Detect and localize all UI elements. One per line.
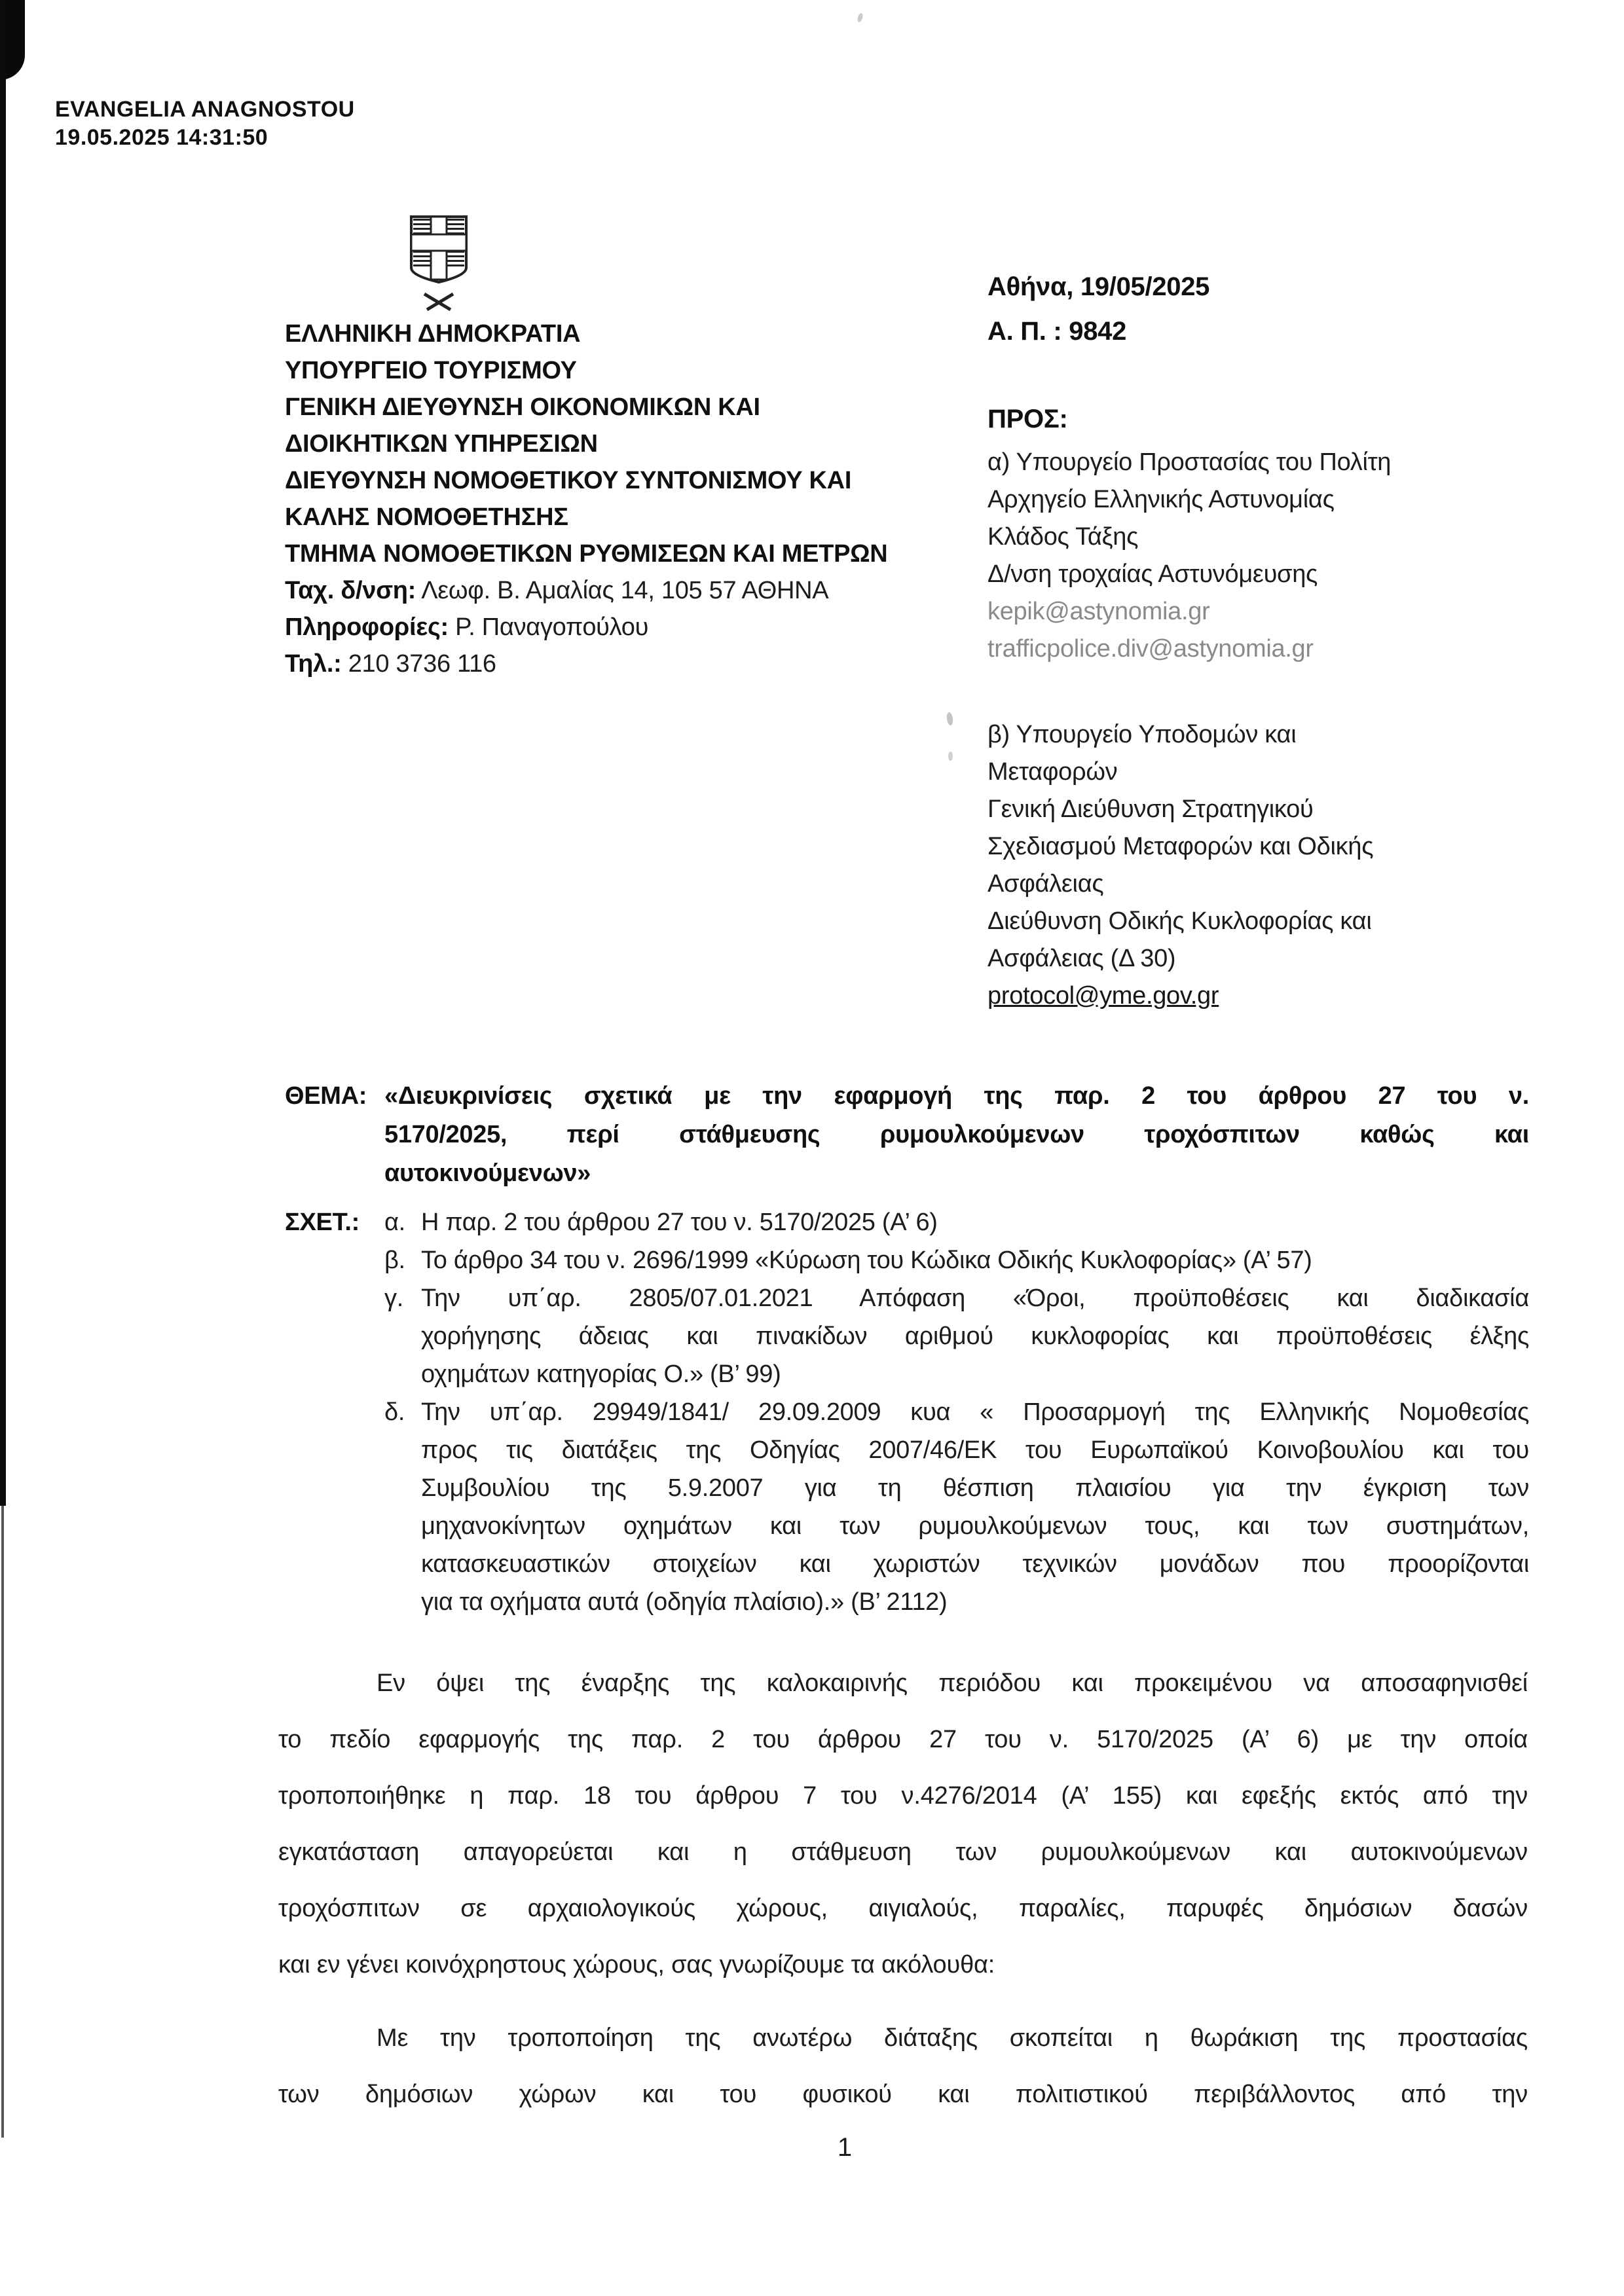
- body-line: Εν όψει της έναρξης της καλοκαιρινής περιόδου και προκειμένου να αποσαφηνισθεί: [377, 1669, 1528, 1697]
- pros-label: ΠΡΟΣ:: [987, 405, 1068, 433]
- postal-address-line: Ταχ. δ/νση: Λεωφ. Β. Αμαλίας 14, 105 57 ΑΘΗΝΑ: [285, 577, 829, 604]
- thema-label: ΘΕΜΑ:: [285, 1082, 367, 1110]
- reference-line: Την υπ΄αρ. 29949/1841/ 29.09.2009 κυα « Προσαρμογή της Ελληνικής Νομοθεσίας: [421, 1398, 1529, 1426]
- reference-item: [384, 1203, 1529, 1241]
- reference-line: Το άρθρο 34 του ν. 2696/1999 «Κύρωση του Κώδικα Οδικής Κυκλοφορίας» (Α’ 57): [421, 1247, 1312, 1274]
- reference-marker: γ.: [384, 1285, 403, 1312]
- recipient-line: Γενική Διεύθυνση Στρατηγικού: [987, 795, 1314, 823]
- reference-marker: β.: [384, 1247, 405, 1274]
- body-line: τροποποιήθηκε η παρ. 18 του άρθρου 7 του ν.4276/2014 (Α’ 155) και εφεξής εκτός από την: [278, 1782, 1528, 1810]
- body-line: τροχόσπιτων σε αρχαιολογικούς χώρους, αιγιαλούς, παραλίες, παρυφές δημόσιων δασών: [278, 1895, 1528, 1922]
- reference-line: Συμβουλίου της 5.9.2007 για τη θέσπιση πλαισίου για την έγκριση των: [421, 1474, 1529, 1502]
- body-line: των δημόσιων χώρων και του φυσικού και πολιτιστικού περιβάλλοντος από την: [278, 2081, 1528, 2108]
- sxet-items: [384, 1203, 1529, 1621]
- recipient-line: Αρχηγείο Ελληνικής Αστυνομίας: [987, 486, 1335, 513]
- thema-line: αυτοκινούμενων»: [384, 1159, 591, 1187]
- body-line: το πεδίο εφαρμογής της παρ. 2 του άρθρου 27 του ν. 5170/2025 (Α’ 6) με την οποία: [278, 1726, 1528, 1753]
- body-paragraph: [278, 2010, 1528, 2123]
- recipient-email-underlined: protocol@yme.gov.gr: [987, 982, 1219, 1010]
- reference-line: κατασκευαστικών στοιχείων και χωριστών τεχνικών μονάδων που προορίζονται: [421, 1550, 1529, 1578]
- recipient-line: Μεταφορών: [987, 758, 1118, 786]
- reference-item: [384, 1393, 1529, 1621]
- scan-edge-strip-faint: [1, 1506, 4, 2138]
- reference-marker: δ.: [384, 1398, 405, 1426]
- reference-line: Η παρ. 2 του άρθρου 27 του ν. 5170/2025 (Α’ 6): [421, 1209, 938, 1236]
- reference-item: [384, 1241, 1529, 1279]
- recipient-line: Διεύθυνση Οδικής Κυκλοφορίας και: [987, 907, 1372, 935]
- scan-speck: [857, 12, 864, 22]
- recipient-line: α) Υπουργείο Προστασίας του Πολίτη: [987, 448, 1392, 476]
- recipients-block: [987, 271, 1577, 1015]
- sender-header-block: [285, 316, 1005, 682]
- recipient-email: trafficpolice.div@astynomia.gr: [987, 635, 1314, 663]
- recipient-line: Κλάδος Τάξης: [987, 523, 1139, 551]
- stamp-datetime: 19.05.2025 14:31:50: [55, 125, 268, 150]
- letter-body: [278, 1655, 1528, 2123]
- header-left-line: ΕΛΛΗΝΙΚΗ ΔΗΜΟΚΡΑΤΙΑ: [285, 320, 581, 348]
- reference-line: οχημάτων κατηγορίας Ο.» (Β’ 99): [421, 1360, 781, 1388]
- protocol-number: Α. Π. : 9842: [987, 317, 1127, 346]
- thema-row: [285, 1077, 1529, 1193]
- recipient-line: Ασφάλειας (Δ 30): [987, 945, 1176, 972]
- reference-line: για τα οχήματα αυτά (οδηγία πλαίσιο).» (Β’ 2112): [421, 1588, 948, 1616]
- stamp-signer-name: EVANGELIA ANAGNOSTOU: [55, 97, 355, 122]
- contact-person-line: Πληροφορίες: Ρ. Παναγοπούλου: [285, 613, 649, 641]
- recipient-email: kepik@astynomia.gr: [987, 598, 1210, 625]
- body-line: Με την τροποποίηση της ανωτέρω διάταξης σκοπείται η θωράκιση της προστασίας: [377, 2024, 1528, 2052]
- header-left-line: ΓΕΝΙΚΗ ΔΙΕΥΘΥΝΣΗ ΟΙΚΟΝΟΜΙΚΩΝ ΚΑΙ: [285, 393, 760, 421]
- header-left-line: ΔΙΟΙΚΗΤΙΚΩΝ ΥΠΗΡΕΣΙΩΝ: [285, 430, 598, 458]
- reference-line: μηχανοκίνητων οχημάτων και των ρυμουλκούμενων τους, και των συστημάτων,: [421, 1512, 1529, 1540]
- city-date: Αθήνα, 19/05/2025: [987, 272, 1210, 301]
- phone-line: Τηλ.: 210 3736 116: [285, 650, 496, 678]
- sxet-row: [285, 1203, 1529, 1621]
- scan-speck: [946, 712, 954, 725]
- reference-line: χορήγησης άδειας και πινακίδων αριθμού κυκλοφορίας και προϋποθέσεις έλξης: [421, 1322, 1529, 1350]
- scan-edge-strip: [0, 0, 6, 1506]
- header-left-line: ΤΜΗΜΑ ΝΟΜΟΘΕΤΙΚΩΝ ΡΥΘΜΙΣΕΩΝ ΚΑΙ ΜΕΤΡΩΝ: [285, 540, 888, 568]
- reference-line: Την υπ΄αρ. 2805/07.01.2021 Απόφαση «Όροι, προϋποθέσεις και διαδικασία: [421, 1285, 1529, 1312]
- subject-section: [285, 1077, 1529, 1621]
- recipient-line: Δ/νση τροχαίας Αστυνόμευσης: [987, 560, 1318, 588]
- thema-line: «Διευκρινίσεις σχετικά με την εφαρμογή της παρ. 2 του άρθρου 27 του ν.: [384, 1082, 1529, 1110]
- body-line: εγκατάσταση απαγορεύεται και η στάθμευση των ρυμουλκούμενων και αυτοκινούμενων: [278, 1838, 1528, 1866]
- header-left-line: ΚΑΛΗΣ ΝΟΜΟΘΕΤΗΣΗΣ: [285, 503, 568, 531]
- header-left-line: ΔΙΕΥΘΥΝΣΗ ΝΟΜΟΘΕΤΙΚΟΥ ΣΥΝΤΟΝΙΣΜΟΥ ΚΑΙ: [285, 467, 852, 494]
- recipient-line: Σχεδιασμού Μεταφορών και Οδικής: [987, 833, 1374, 860]
- signature-stamp: [55, 96, 355, 152]
- body-paragraph: [278, 1655, 1528, 1993]
- sxet-label: ΣΧΕΤ.:: [285, 1209, 360, 1236]
- body-line: και εν γένει κοινόχρηστους χώρους, σας γνωρίζουμε τα ακόλουθα:: [278, 1951, 995, 1978]
- recipient-a-block: [987, 444, 1577, 668]
- page-number: 1: [837, 2133, 853, 2162]
- scan-speck: [948, 752, 953, 761]
- thema-line: 5170/2025, περί στάθμευσης ρυμουλκούμενων τροχόσπιτων καθώς και: [384, 1121, 1529, 1148]
- thema-text: [384, 1077, 1529, 1193]
- reference-line: προς τις διατάξεις της Οδηγίας 2007/46/ΕΚ του Ευρωπαϊκού Κοινοβουλίου και του: [421, 1436, 1529, 1464]
- recipient-b-block: [987, 716, 1577, 1015]
- header-left-line: ΥΠΟΥΡΓΕΙΟ ΤΟΥΡΙΣΜΟΥ: [285, 357, 577, 384]
- reference-marker: α.: [384, 1209, 405, 1236]
- greek-republic-emblem-icon: [373, 194, 504, 316]
- recipient-line: Ασφάλειας: [987, 870, 1104, 898]
- reference-item: [384, 1279, 1529, 1393]
- recipient-line: β) Υπουργείο Υποδομών και: [987, 721, 1297, 748]
